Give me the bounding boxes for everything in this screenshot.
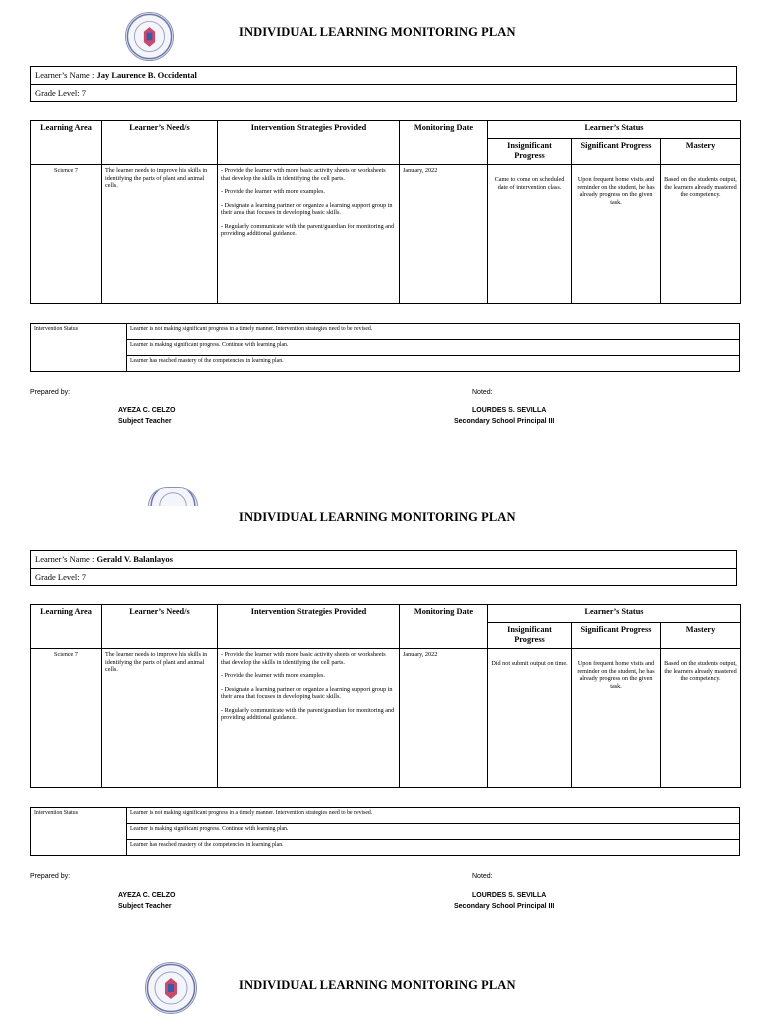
intervention-header: Intervention Strategies Provided <box>218 605 400 649</box>
principal-name: LOURDES S. SEVILLA <box>472 407 547 414</box>
grade-level-row <box>31 568 736 585</box>
learning-area-header: Learning Area <box>31 605 102 649</box>
mastery-text: Based on the students output, the learners already mastered the competency. <box>664 176 737 199</box>
mastery-text: Based on the students output, the learners already mastered the competency. <box>664 660 737 683</box>
strategy-item: - Regularly communicate with the parent/guardian for monitoring and providing additional guidance. <box>221 222 395 238</box>
significant-cell <box>572 649 661 788</box>
strategy-item: - Provide the learner with more basic activity sheets or worksheets that develop the skills in identifying the cell parts. <box>221 167 386 182</box>
learner-name-label: Learner’s Name : <box>35 554 95 564</box>
deped-seal-logo <box>145 962 197 1014</box>
strategy-item: - Designate a learning partner or organize a learning support group in their area that focuses in developing basic skills. <box>221 201 393 217</box>
status-legend-item: Learner has reached mastery of the competencies in learning plan. <box>127 356 740 372</box>
learner-name-value: Gerald V. Balanlayos <box>96 554 173 564</box>
teacher-role: Subject Teacher <box>118 903 172 910</box>
plan-title: INDIVIDUAL LEARNING MONITORING PLAN <box>239 25 516 39</box>
learner-info-box <box>30 66 737 102</box>
plan-title: INDIVIDUAL LEARNING MONITORING PLAN <box>239 510 516 524</box>
needs-cell: The learner needs to improve his skills in identifying the parts of plant and animal cells. <box>102 165 218 304</box>
principal-name: LOURDES S. SEVILLA <box>472 892 547 899</box>
needs-cell: The learner needs to improve his skills in identifying the parts of plant and animal cells. <box>102 649 218 788</box>
intervention-status-label: Intervention Status <box>31 324 127 372</box>
intervention-status-table <box>30 323 740 372</box>
learner-name-label: Learner’s Name : <box>35 70 95 80</box>
learner-info-box <box>30 550 737 586</box>
monitoring-plan-table <box>30 604 741 788</box>
teacher-name: AYEZA C. CELZO <box>118 407 176 414</box>
monitoring-date-cell: January, 2022 <box>400 649 488 788</box>
grade-level-value: 7 <box>81 572 86 582</box>
learning-area-cell: Science 7 <box>31 649 102 788</box>
significant-header: Significant Progress <box>572 623 661 649</box>
strategy-item: - Regularly communicate with the parent/guardian for monitoring and providing additional guidance. <box>221 706 395 722</box>
significant-cell <box>572 165 661 304</box>
significant-text: Upon frequent home visits and reminder on the student, he has already progress on the given task. <box>577 176 655 206</box>
learners-status-header: Learner’s Status <box>488 121 741 139</box>
grade-level-value: 7 <box>81 88 86 98</box>
teacher-role: Subject Teacher <box>118 418 172 425</box>
grade-level-row <box>31 84 736 101</box>
prepared-by-label: Prepared by: <box>30 873 71 880</box>
noted-label: Noted: <box>472 873 493 880</box>
status-legend-item: Learner is not making significant progress in a timely manner. Intervention strategies need to be revised. <box>127 808 740 824</box>
monitoring-date-header: Monitoring Date <box>400 605 488 649</box>
learning-area-cell: Science 7 <box>31 165 102 304</box>
learners-needs-header: Learner’s Need/s <box>102 121 218 165</box>
strategies-cell <box>218 649 400 788</box>
strategy-item: - Designate a learning partner or organize a learning support group in their area that focuses in developing basic skills. <box>221 685 393 701</box>
strategy-item: - Provide the learner with more examples. <box>221 188 325 196</box>
insignificant-cell <box>488 165 572 304</box>
learner-name-value: Jay Laurence B. Occidental <box>96 70 197 80</box>
learner-name-row <box>31 551 736 568</box>
status-legend-item: Learner is making significant progress. Continue with learning plan. <box>127 340 740 356</box>
learner-name-row <box>31 67 736 84</box>
monitoring-date-header: Monitoring Date <box>400 121 488 165</box>
intervention-header: Intervention Strategies Provided <box>218 121 400 165</box>
status-legend-item: Learner is not making significant progress in a timely manner. Intervention strategies need to be revised. <box>127 324 740 340</box>
strategies-cell <box>218 165 400 304</box>
significant-header: Significant Progress <box>572 139 661 165</box>
mastery-cell <box>661 165 741 304</box>
insignificant-header: Insignificant Progress <box>488 139 572 165</box>
grade-level-label: Grade Level: <box>35 88 80 98</box>
principal-role: Secondary School Principal III <box>454 418 555 425</box>
significant-text: Upon frequent home visits and reminder on the student, he has already progress on the given task. <box>577 660 655 690</box>
monitoring-plan-table <box>30 120 741 304</box>
plan-title: INDIVIDUAL LEARNING MONITORING PLAN <box>239 978 516 992</box>
insignificant-text: Came to come on scheduled date of intervention class. <box>494 176 565 191</box>
deped-seal-logo <box>148 487 198 506</box>
insignificant-header: Insignificant Progress <box>488 623 572 649</box>
grade-level-label: Grade Level: <box>35 572 80 582</box>
learners-status-header: Learner’s Status <box>488 605 741 623</box>
status-legend-item: Learner has reached mastery of the competencies in learning plan. <box>127 840 740 856</box>
intervention-status-label: Intervention Status <box>31 808 127 856</box>
mastery-header: Mastery <box>661 139 741 165</box>
teacher-name: AYEZA C. CELZO <box>118 892 176 899</box>
principal-role: Secondary School Principal III <box>454 903 555 910</box>
noted-label: Noted: <box>472 389 493 396</box>
monitoring-date-cell: January, 2022 <box>400 165 488 304</box>
insignificant-cell <box>488 649 572 788</box>
strategy-item: - Provide the learner with more examples. <box>221 672 325 680</box>
insignificant-text: Did not submit output on time. <box>491 660 568 667</box>
strategy-item: - Provide the learner with more basic activity sheets or worksheets that develop the skills in identifying the cell parts. <box>221 651 386 666</box>
status-legend-item: Learner is making significant progress. Continue with learning plan. <box>127 824 740 840</box>
prepared-by-label: Prepared by: <box>30 389 71 396</box>
deped-seal-logo <box>125 12 174 61</box>
mastery-cell <box>661 649 741 788</box>
learners-needs-header: Learner’s Need/s <box>102 605 218 649</box>
intervention-status-table <box>30 807 740 856</box>
mastery-header: Mastery <box>661 623 741 649</box>
learning-area-header: Learning Area <box>31 121 102 165</box>
